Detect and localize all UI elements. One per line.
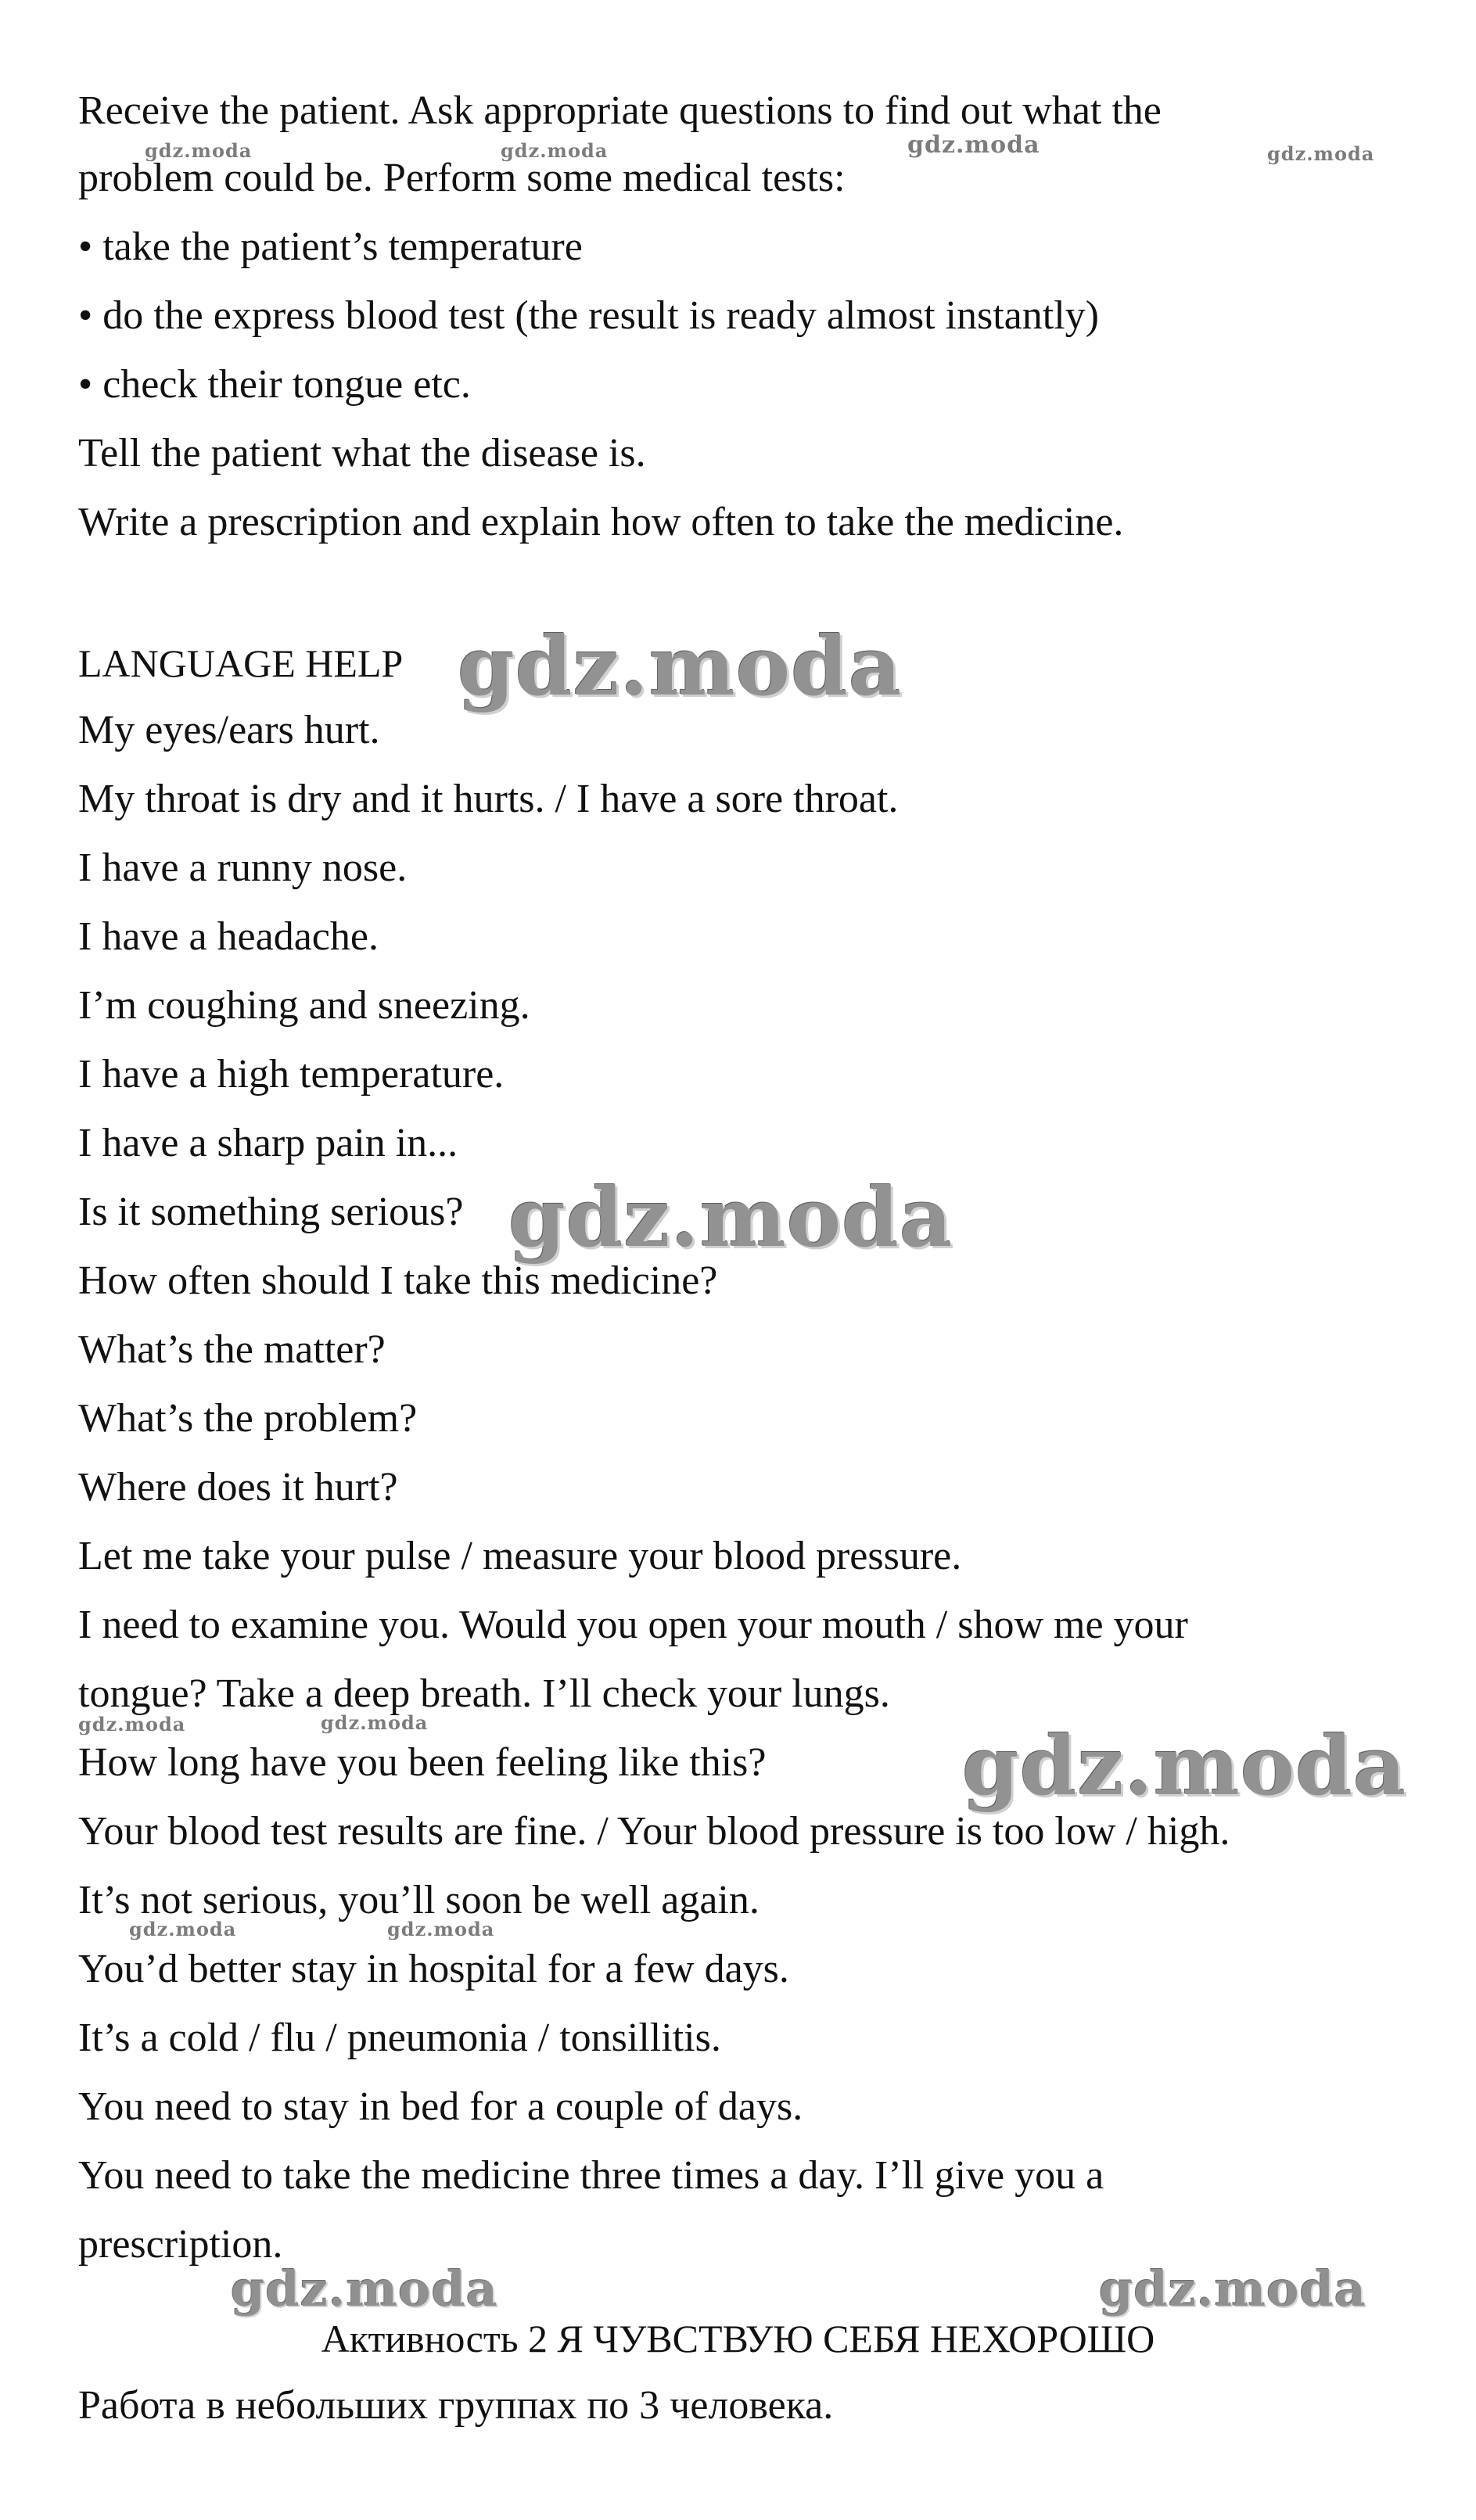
- watermark: gdz.moda: [231, 2260, 498, 2317]
- watermark: gdz.moda: [458, 618, 903, 714]
- phrase-line: What’s the matter?: [78, 1327, 386, 1372]
- intro-line-prescription: Write a prescription and explain how often to take the medicine.: [78, 500, 1124, 544]
- phrase-line: You need to take the medicine three times a day. I’ll give you a: [78, 2153, 1104, 2198]
- activity-instruction: Работа в небольших группах по 3 человека.: [78, 2383, 834, 2428]
- phrase-line: How often should I take this medicine?: [78, 1258, 718, 1303]
- bullet-tongue: • check their tongue etc.: [78, 362, 471, 407]
- watermark: gdz.moda: [508, 1169, 953, 1265]
- phrase-line: How long have you been feeling like this?: [78, 1740, 767, 1785]
- phrase-line: My eyes/ears hurt.: [78, 708, 380, 752]
- phrase-line: Let me take your pulse / measure your blood pressure.: [78, 1534, 962, 1578]
- phrase-line: Your blood test results are fine. / Your blood pressure is too low / high.: [78, 1809, 1230, 1854]
- intro-line-2: problem could be. Perform some medical tests:: [78, 156, 846, 200]
- intro-line-1: Receive the patient. Ask appropriate questions to find out what the: [78, 88, 1162, 133]
- phrase-line: You’d better stay in hospital for a few days.: [78, 1947, 789, 1991]
- watermark: gdz.moda: [1267, 142, 1375, 165]
- phrase-line: What’s the problem?: [78, 1396, 418, 1441]
- watermark: gdz.moda: [907, 131, 1040, 159]
- intro-line-disease: Tell the patient what the disease is.: [78, 431, 646, 476]
- phrase-line: I have a sharp pain in...: [78, 1121, 458, 1165]
- watermark: gdz.moda: [129, 1918, 237, 1940]
- phrase-line: You need to stay in bed for a couple of days.: [78, 2084, 803, 2129]
- watermark: gdz.moda: [78, 1713, 186, 1736]
- watermark: gdz.moda: [321, 1711, 429, 1734]
- phrase-line: Where does it hurt?: [78, 1465, 398, 1509]
- phrase-line: tongue? Take a deep breath. I’ll check your lungs.: [78, 1671, 890, 1716]
- watermark: gdz.moda: [1099, 2260, 1366, 2317]
- phrase-line: Is it something serious?: [78, 1190, 464, 1234]
- watermark: gdz.moda: [387, 1918, 495, 1940]
- phrase-line: I have a runny nose.: [78, 845, 408, 890]
- activity-title: Активность 2 Я ЧУВСТВУЮ СЕБЯ НЕХОРОШО: [321, 2317, 1155, 2360]
- bullet-blood-test: • do the express blood test (the result is ready almost instantly): [78, 293, 1099, 338]
- phrase-line: It’s not serious, you’ll soon be well again.: [78, 1878, 760, 1922]
- bullet-temperature: • take the patient’s temperature: [78, 224, 583, 269]
- language-help-heading: LANGUAGE HELP: [78, 641, 404, 685]
- phrase-line: I have a headache.: [78, 914, 379, 959]
- phrase-line: I have a high temperature.: [78, 1052, 505, 1097]
- phrase-line: I need to examine you. Would you open your mouth / show me your: [78, 1603, 1188, 1647]
- watermark: gdz.moda: [501, 139, 609, 162]
- watermark: gdz.moda: [962, 1718, 1407, 1814]
- phrase-line: It’s a cold / flu / pneumonia / tonsillitis.: [78, 2016, 721, 2060]
- phrase-line: prescription.: [78, 2222, 283, 2267]
- phrase-line: I’m coughing and sneezing.: [78, 983, 530, 1028]
- watermark: gdz.moda: [145, 139, 253, 162]
- phrase-line: My throat is dry and it hurts. / I have a sore throat.: [78, 777, 899, 821]
